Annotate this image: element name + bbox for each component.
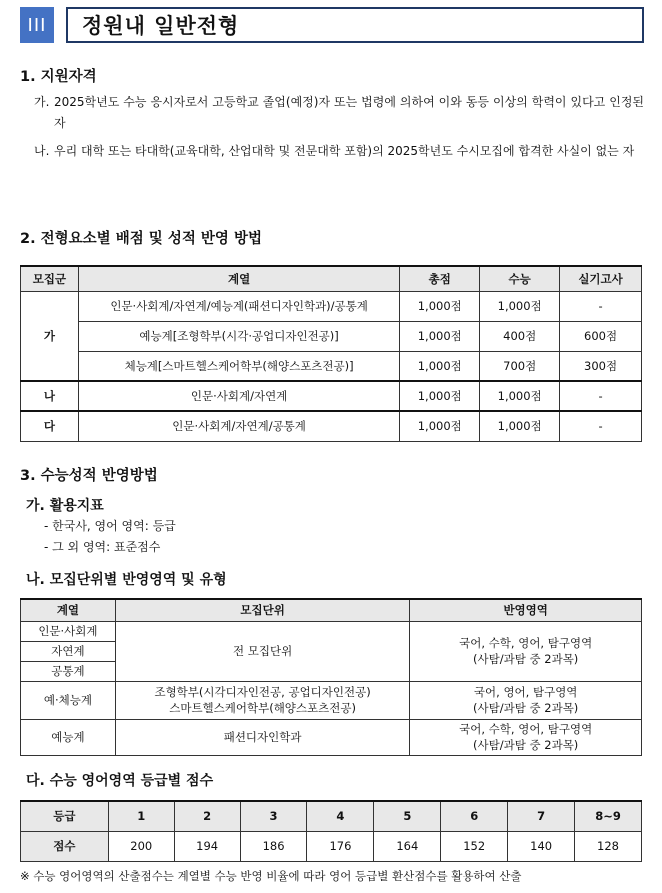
table-row <box>21 351 642 381</box>
field-cell: 인문·사회계/자연계/예능계(패션디자인학과)/공통계 <box>78 291 399 321</box>
field-cell: 공통계 <box>21 661 116 681</box>
suneung-cell: 700점 <box>480 351 560 381</box>
unit-cell <box>115 681 410 719</box>
practical-cell: - <box>560 411 642 441</box>
footnote: ※ 수능 영어영역의 산출점수는 계열별 수능 반영 비율에 따라 영어 등급별 환산점수를 활용하여 산출 <box>20 869 522 883</box>
field-cell: 예능계[조형학부(시각·공업디자인전공)] <box>78 321 399 351</box>
english-grade-table <box>20 800 642 862</box>
suneung-cell: 1,000점 <box>480 381 560 411</box>
area-line: (사탐/과탐 중 2과목) <box>473 701 579 715</box>
score-cell: 152 <box>441 831 508 861</box>
total-cell: 1,000점 <box>400 291 480 321</box>
total-cell: 1,000점 <box>400 321 480 351</box>
field-cell: 예능계 <box>21 719 116 755</box>
grade-cell: 8~9 <box>575 801 642 831</box>
score-cell: 194 <box>174 831 240 861</box>
item-text: 2025학년도 수능 응시자로서 고등학교 졸업(예정)자 또는 법령에 의하여 이와 동등 이상의 학력이 있다고 인정된 자 <box>54 95 644 130</box>
table-row <box>21 681 642 719</box>
table-row <box>21 411 642 441</box>
row-label: 점수 <box>21 831 109 861</box>
col-header: 계열 <box>78 266 399 291</box>
reflection-area-table <box>20 598 642 756</box>
table-row <box>21 321 642 351</box>
item-mark: 나. <box>34 144 50 158</box>
col-header: 모집단위 <box>115 599 410 621</box>
area-cell <box>410 681 642 719</box>
field-cell: 예·체능계 <box>21 681 116 719</box>
group-cell: 가 <box>21 291 79 381</box>
field-cell: 체능계[스마트헬스케어학부(해양스포츠전공)] <box>78 351 399 381</box>
area-cell <box>410 719 642 755</box>
suneung-cell: 1,000점 <box>480 411 560 441</box>
table-row <box>21 381 642 411</box>
unit-line: 조형학부(시각디자인전공, 공업디자인전공) <box>154 685 371 699</box>
table-row <box>21 719 642 755</box>
grade-cell: 5 <box>374 801 441 831</box>
item-mark: 가. <box>34 95 50 109</box>
section-header <box>20 7 644 43</box>
sec2-title: 2. 전형요소별 배점 및 성적 반영 방법 <box>20 231 262 247</box>
row-label: 등급 <box>21 801 109 831</box>
area-line: (사탐/과탐 중 2과목) <box>473 738 579 752</box>
score-row <box>21 831 642 861</box>
grade-cell: 2 <box>174 801 240 831</box>
col-header: 반영영역 <box>410 599 642 621</box>
unit-line: 스마트헬스케어학부(해양스포츠전공) <box>169 701 356 715</box>
sub-c-title: 다. 수능 영어영역 등급별 점수 <box>26 773 214 789</box>
section-number: III <box>20 7 54 43</box>
sub-a-line: - 그 외 영역: 표준점수 <box>44 540 161 554</box>
total-cell: 1,000점 <box>400 411 480 441</box>
total-cell: 1,000점 <box>400 381 480 411</box>
table-header-row <box>21 266 642 291</box>
field-cell: 인문·사회계/자연계 <box>78 381 399 411</box>
score-cell: 128 <box>575 831 642 861</box>
practical-cell: 300점 <box>560 351 642 381</box>
page-title: 정원내 일반전형 <box>82 14 240 38</box>
area-cell <box>410 621 642 681</box>
col-header: 실기고사 <box>560 266 642 291</box>
item-text: 우리 대학 또는 타대학(교육대학, 산업대학 및 전문대학 포함)의 2025학년도 수시모집에 합격한 사실이 없는 자 <box>54 144 635 158</box>
table-header-row <box>21 599 642 621</box>
grade-cell: 7 <box>508 801 575 831</box>
area-line: 국어, 수학, 영어, 탐구영역 <box>459 722 593 736</box>
grade-cell: 6 <box>441 801 508 831</box>
group-cell: 다 <box>21 411 79 441</box>
total-cell: 1,000점 <box>400 351 480 381</box>
score-cell: 200 <box>108 831 174 861</box>
grade-cell: 3 <box>240 801 307 831</box>
field-cell: 인문·사회계/자연계/공통계 <box>78 411 399 441</box>
col-header: 수능 <box>480 266 560 291</box>
suneung-cell: 1,000점 <box>480 291 560 321</box>
sec1-item-ga <box>34 92 644 134</box>
sec1-item-na <box>34 141 644 183</box>
score-cell: 176 <box>307 831 374 861</box>
area-line: (사탐/과탐 중 2과목) <box>473 652 579 666</box>
score-cell: 140 <box>508 831 575 861</box>
table-row <box>21 621 642 641</box>
unit-cell: 전 모집단위 <box>115 621 410 681</box>
table-row <box>21 291 642 321</box>
col-header: 모집군 <box>21 266 79 291</box>
sec3-title: 3. 수능성적 반영방법 <box>20 468 158 484</box>
title-box <box>66 7 644 43</box>
field-cell: 인문·사회계 <box>21 621 116 641</box>
sub-a-line: - 한국사, 영어 영역: 등급 <box>44 519 176 533</box>
practical-cell: 600점 <box>560 321 642 351</box>
group-cell: 나 <box>21 381 79 411</box>
grade-cell: 1 <box>108 801 174 831</box>
grade-row <box>21 801 642 831</box>
score-cell: 186 <box>240 831 307 861</box>
unit-cell: 패션디자인학과 <box>115 719 410 755</box>
suneung-cell: 400점 <box>480 321 560 351</box>
score-cell: 164 <box>374 831 441 861</box>
grade-cell: 4 <box>307 801 374 831</box>
sub-a-title: 가. 활용지표 <box>26 498 104 514</box>
field-cell: 자연계 <box>21 641 116 661</box>
col-header: 계열 <box>21 599 116 621</box>
practical-cell: - <box>560 381 642 411</box>
col-header: 총점 <box>400 266 480 291</box>
area-line: 국어, 영어, 탐구영역 <box>473 685 578 699</box>
sec1-title: 1. 지원자격 <box>20 69 97 85</box>
area-line: 국어, 수학, 영어, 탐구영역 <box>459 636 593 650</box>
sub-b-title: 나. 모집단위별 반영영역 및 유형 <box>26 572 227 588</box>
practical-cell: - <box>560 291 642 321</box>
score-allocation-table <box>20 265 642 442</box>
